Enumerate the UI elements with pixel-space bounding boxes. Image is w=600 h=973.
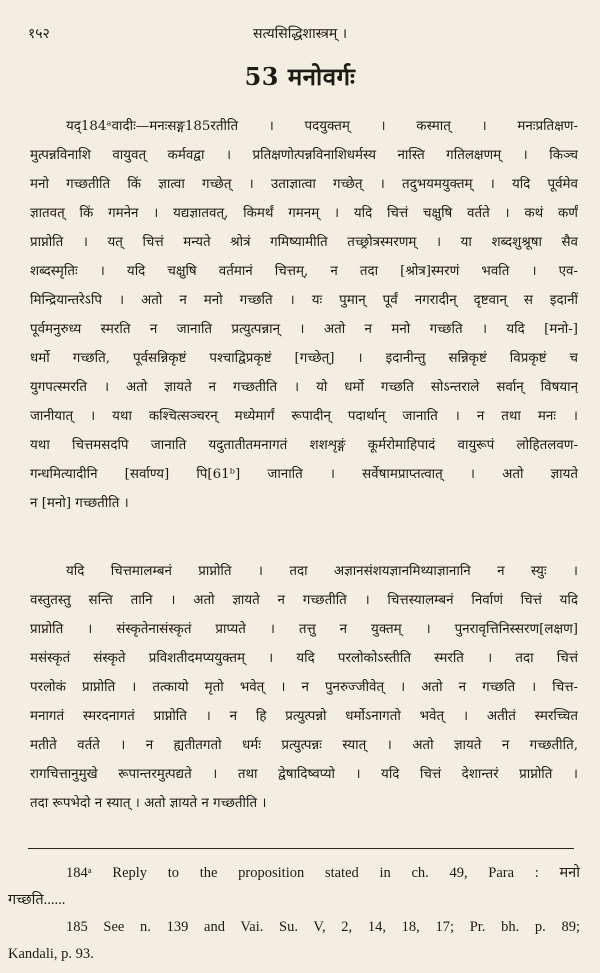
text-line: मिन्द्रियान्तरेऽपि । अतो न मनो गच्छति । यः पुमान् पूर्वं नगरादीन् दृष्टवान् स इदानीं bbox=[30, 293, 578, 308]
text-line: प्राप्नोति । संस्कृतेनासंस्कृतं प्राप्यते । तत्तु न युक्तम् । पुनरावृत्तिनिस्सरण[लक्षण] bbox=[30, 622, 578, 637]
text-line: जानीयात् । यथा कश्चित्सञ्चरन् मध्येमार्गं रूपादीन् पदार्थान् जानाति । न तथा मनः । bbox=[30, 409, 578, 424]
text-line: ज्ञातवत् किं गमनेन । यद्यज्ञातवत्, किमर्थं गमनम् । यदि चित्तं चक्षुषि वर्तते । कथं कर्णं bbox=[30, 206, 578, 221]
text-line: मनागतं स्मरदनागतं प्राप्नोति । न हि प्रत्युत्पन्नो धर्मोऽनागतो भवेत् । अतीतं स्मरच्चित bbox=[30, 709, 578, 724]
paragraph-2 bbox=[30, 557, 578, 818]
page-header bbox=[28, 24, 572, 46]
footnote-line: 185 See n. 139 and Vai. Su. V, 2, 14, 18, 17; Pr. bh. p. 89; bbox=[66, 919, 580, 935]
text-line: मतीते वर्तते । न ह्यतीतगतो धर्मः प्रत्युत्पन्नः स्यात् । अतो ज्ञायते न गच्छतीति, bbox=[30, 738, 578, 753]
text-line: मुत्पन्नविनाशि वायुवत् कर्मवद्वा । प्रतिक्षणोत्पन्नविनाशिधर्मस्य नास्ति गतिलक्षणम् । किञ्च bbox=[30, 148, 578, 163]
footnotes bbox=[8, 860, 580, 968]
text-line: शब्दस्मृतिः । यदि चक्षुषि वर्तमानं चित्तम्, न तदा [श्रोत्र]स्मरणं भवति । एव- bbox=[30, 264, 578, 279]
text-line: मसंस्कृतं संस्कृते प्रविशतीदमप्ययुक्तम् । यदि परलोकोऽस्तीति स्मरति । तदा चित्तं bbox=[30, 651, 578, 666]
text-line: यद्184ᵃवादीः—मनःसङ्ग185रतीति । पदयुक्तम् । कस्मात् । मनःप्रतिक्षण- bbox=[66, 119, 578, 134]
text-line: पूर्वमनुरुध्य स्मरति न जानाति प्रत्युत्पन्नान् । अतो न मनो गच्छति । यदि [मनो-] bbox=[30, 322, 578, 337]
text-line: यथा चित्तमसदपि जानाति यदुतातीतमनागतं शशशृङ्गं कूर्मरोमाहिपादं वायुरूपं लोहितलवण- bbox=[30, 438, 578, 453]
chapter-title: 53 मनोवर्गः bbox=[244, 62, 356, 91]
text-line: प्राप्नोति । यत् चित्तं मन्यते श्रोत्रं गमिष्यामीति तच्छ्रोत्रस्मरणम् । या शब्दशुश्रूषा सैव bbox=[30, 235, 578, 250]
text-line: तदा रूपभेदो न स्यात् । अतो ज्ञायते न गच्छतीति । bbox=[30, 796, 267, 811]
footnote-line: Kandali, p. 93. bbox=[8, 946, 94, 962]
running-title: सत्यसिद्धिशास्त्रम् । bbox=[253, 26, 347, 42]
text-line: गन्धमित्यादीनि [सर्वाण्य] पि[61ᵇ] जानाति । सर्वेषामप्राप्तत्वात् । अतो ज्ञायते bbox=[30, 467, 578, 482]
text-line: रागचित्तानुमुखे रूपान्तरमुत्पद्यते । तथा द्वेषादिष्वप्यो । यदि चित्तं देशान्तरं प्राप्नोति । bbox=[30, 767, 578, 782]
text-line: वस्तुतस्तु सन्ति तानि । अतो ज्ञायते न गच्छतीति । चित्तस्यालम्बनं निर्वाणं चित्तं यदि bbox=[30, 593, 578, 608]
footnote-line: 184ᵃ Reply to the proposition stated in ch. 49, Para : मनो bbox=[66, 865, 580, 881]
page-number: १५२ bbox=[28, 26, 50, 42]
text-line: न [मनो] गच्छतीति । bbox=[30, 496, 129, 511]
text-line: परलोकं प्राप्नोति । तत्कायो मृतो भवेत् । न पुनरुज्जीवेत् । अतो न गच्छति । चित्त- bbox=[30, 680, 578, 695]
footnote-line: गच्छति...... bbox=[8, 892, 66, 908]
footnote-divider bbox=[28, 848, 574, 849]
text-line: यदि चित्तमालम्बनं प्राप्नोति । तदा अज्ञानसंशयज्ञानमिथ्याज्ञानानि न स्युः । bbox=[66, 564, 578, 579]
paragraph-1 bbox=[30, 112, 578, 518]
text-line: मनो गच्छतीति किं ज्ञात्वा गच्छेत् । उताज्ञात्वा गच्छेत् । तदुभयमयुक्तम् । यदि पूर्वमेव bbox=[30, 177, 578, 192]
text-line: धर्मो गच्छति, पूर्वसन्निकृष्टं पश्चाद्विप्रकृष्टं [गच्छेत्] । इदानीन्तु सन्निकृष्टं विप्रकृष्टं च bbox=[30, 351, 578, 366]
text-line: युगपत्स्मरति । अतो ज्ञायते न गच्छतीति । यो धर्मो गच्छति सोऽन्तराले सर्वान् विषयान् bbox=[30, 380, 578, 395]
